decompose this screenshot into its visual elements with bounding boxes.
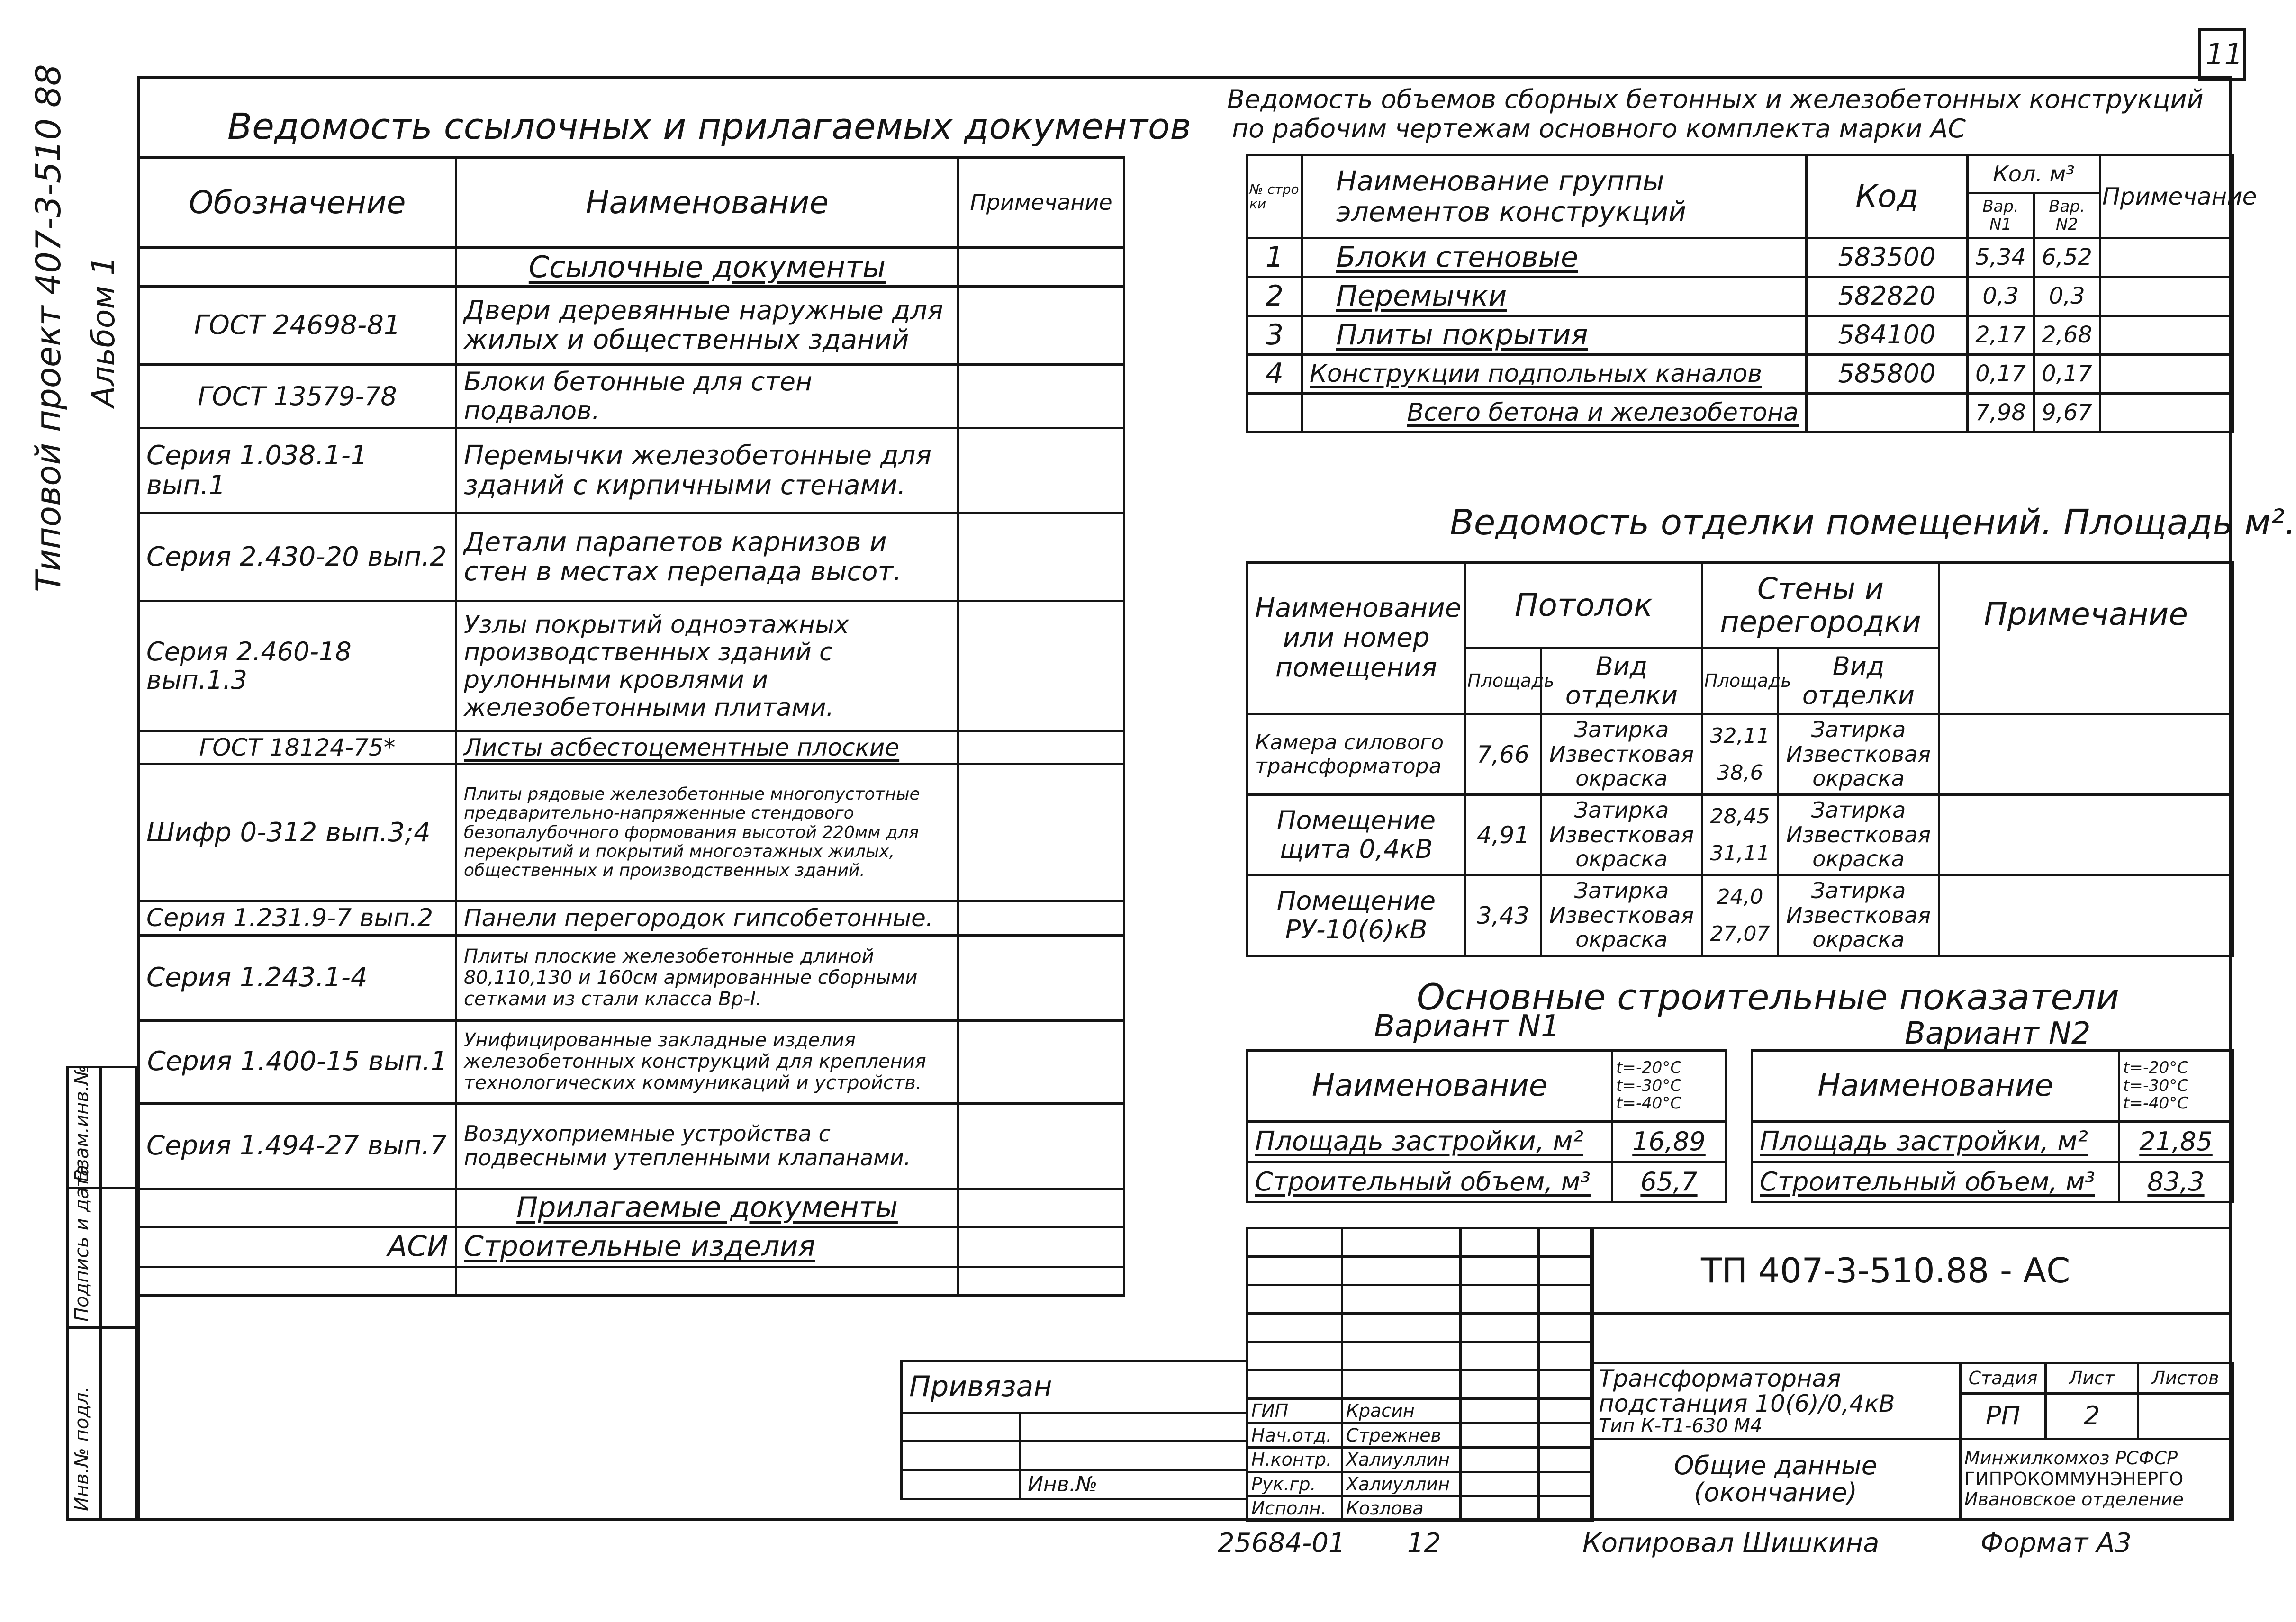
ref-header-name: Наименование [456, 158, 958, 248]
bound-block [900, 1360, 1248, 1500]
table-row: Строительный объем, м³ 83,3 [1752, 1162, 2233, 1202]
vol-total-v1: 7,98 [1968, 394, 2034, 433]
inv-label: Инв.№ [1020, 1470, 1247, 1499]
volumes-title-line1: Ведомость объемов сборных бетонных и железобетонных конструкций [1227, 84, 2204, 114]
table-row: 2 Перемычки 582820 0,3 0,3 [1247, 277, 2233, 316]
table-row: ГОСТ 18124-75* Листы асбестоцементные плоские [139, 731, 1124, 764]
indicators-variant2: Вариант N2 [1905, 1016, 2091, 1051]
stamp-label-inv: Инв.№ подл. [71, 1386, 93, 1511]
titleblock-code: ТП 407-3-510.88 - АС [1701, 1251, 2070, 1290]
sheet-name-line2: (окончание) [1694, 1477, 1857, 1507]
footer-format: Формат А3 [1980, 1528, 2132, 1559]
fin-header-c-area: Площадь [1465, 648, 1541, 714]
table-row: Площадь застройки, м² 16,89 [1247, 1122, 1726, 1162]
org-line2: ГИПРОКОММУНЭНЕРГО [1964, 1468, 2184, 1489]
fin-header-w-kind: Вид отделки [1778, 648, 1939, 714]
sheet-number: 11 [2206, 37, 2243, 72]
sheet-label: Лист [2046, 1363, 2138, 1394]
vol-header-group: Наименование группы элементов конструкций [1302, 155, 1807, 238]
table-row: Шифр 0-312 вып.3;4 Плиты рядовые железобетонные многопустотные предварительно-напряженные стендового безопалубочного формования высотой 220мм для перекрытий и покрытий многоэтажных жилых, общественных и производственных зданий. [139, 764, 1124, 901]
side-title-album: Альбом 1 [85, 255, 122, 407]
footer-page: 12 [1407, 1528, 1441, 1559]
table-row: Площадь застройки, м² 21,85 [1752, 1122, 2233, 1162]
vol-total-label: Всего бетона и железобетона [1302, 394, 1807, 433]
side-title-project: Типовой проект 407-3-510 88 [28, 64, 68, 592]
references-title: Ведомость ссылочных и прилагаемых документов [227, 105, 1192, 147]
table-row: 4 Конструкции подпольных каналов 585800 0,17 0,17 [1247, 355, 2233, 394]
table-row: Серия 2.460-18 вып.1.3 Узлы покрытий одноэтажных производственных зданий с рулонными кровлями и железобетонными плитами. [139, 601, 1124, 731]
vol-header-code: Код [1807, 155, 1968, 238]
ind-v2-temps: t=-20°С t=-30°С t=-40°С [2119, 1051, 2233, 1122]
volumes-title-line2: по рабочим чертежам основного комплекта марки АС [1232, 114, 1966, 144]
fin-header-room: Наименование или номер помещения [1247, 563, 1465, 714]
stage-label: Стадия [1961, 1363, 2046, 1394]
fin-header-w-area: Площадь [1702, 648, 1778, 714]
references-table [137, 156, 1125, 1297]
vol-total-v2: 9,67 [2034, 394, 2100, 433]
ref-section-app: Прилагаемые документы [456, 1189, 958, 1226]
ind-v1-temps: t=-20°С t=-30°С t=-40°С [1612, 1051, 1726, 1122]
indicators-title: Основные строительные показатели [1417, 976, 2120, 1018]
stamp-label-sign: Подпись и дата [71, 1164, 93, 1322]
stage-value: РП [1961, 1394, 2046, 1439]
finishing-table [1246, 561, 2234, 957]
object-line3: Тип К-Т1-630 М4 [1599, 1415, 1763, 1437]
object-line1: Трансформаторная [1599, 1365, 1841, 1392]
signer-row: Нач.отд. Стрежнев [1247, 1423, 1593, 1448]
table-row: ГОСТ 13579-78 Блоки бетонные для стен подвалов. [139, 365, 1124, 428]
table-row: Серия 1.231.9-7 вып.2 Панели перегородок гипсобетонные. [139, 901, 1124, 935]
vol-header-v1: Вар. N1 [1968, 193, 2034, 238]
indicators-variant1: Вариант N1 [1374, 1009, 1560, 1044]
table-row: 1 Блоки стеновые 583500 5,34 6,52 [1247, 238, 2233, 277]
table-row: Серия 1.494-27 вып.7 Воздухоприемные устройства с подвесными утепленными клапанами. [139, 1103, 1124, 1189]
sheet-name-line1: Общие данные [1673, 1450, 1878, 1480]
table-row: 3 Плиты покрытия 584100 2,17 2,68 [1247, 316, 2233, 355]
indicators-v2-table [1751, 1049, 2234, 1203]
table-row: Помещение щита 0,4кВ 4,91 Затирка Известковая окраска 28,45 31,11 Затирка Известковая окраска [1247, 795, 2233, 875]
sheet-value: 2 [2046, 1394, 2138, 1439]
fin-header-ceiling: Потолок [1465, 563, 1702, 648]
table-row: ГОСТ 24698-81 Двери деревянные наружные для жилых и общественных зданий [139, 287, 1124, 365]
fin-header-note: Примечание [1939, 563, 2233, 714]
table-row [1247, 394, 2233, 433]
sheets-label: Листов [2138, 1363, 2233, 1394]
table-row: Серия 1.243.1-4 Плиты плоские железобетонные длиной 80,110,130 и 160см армированные сборными сетками из стали класса Вр-I. [139, 935, 1124, 1020]
table-row: Серия 1.038.1-1 вып.1 Перемычки железобетонные для зданий с кирпичными стенами. [139, 428, 1124, 514]
indicators-v1-table [1246, 1049, 1727, 1203]
ref-header-designation: Обозначение [139, 158, 456, 248]
volumes-table [1246, 154, 2257, 433]
fin-header-c-kind: Вид отделки [1541, 648, 1702, 714]
org-line1: Минжилкомхоз РСФСР [1964, 1447, 2178, 1469]
signer-row: Рук.гр. Халиуллин [1247, 1472, 1593, 1496]
fin-header-walls: Стены и перегородки [1702, 563, 1939, 648]
table-row: Серия 1.400-15 вып.1 Унифицированные закладные изделия железобетонных конструкций для крепления технологических коммуникаций и устройств. [139, 1020, 1124, 1103]
footer-doc-number: 25684-01 [1218, 1528, 1346, 1559]
table-row: Помещение РУ-10(6)кВ 3,43 Затирка Известковая окраска 24,0 27,07 Затирка Известковая окраска [1247, 875, 2233, 956]
vol-header-v2: Вар. N2 [2034, 193, 2100, 238]
table-row: Камера силового трансформатора 7,66 Затирка Известковая окраска 32,11 38,6 Затирка Известковая окраска [1247, 714, 2233, 795]
titleblock-right [1590, 1362, 2234, 1521]
vol-header-qty: Кол. м³ [1968, 155, 2100, 193]
ind-v1-header: Наименование [1247, 1051, 1612, 1122]
footer-copied: Копировал Шишкина [1582, 1528, 1880, 1559]
ref-header-note: Примечание [958, 158, 1124, 248]
stamp-label-replace: Взам.инв.№ [71, 1065, 93, 1182]
org-line3: Ивановское отделение [1964, 1489, 2184, 1510]
ref-section-ref: Ссылочные документы [456, 248, 958, 287]
ind-v2-header: Наименование [1752, 1051, 2119, 1122]
titleblock-blank-box [1590, 1312, 2232, 1364]
signer-row: Н.контр. Халиуллин [1247, 1448, 1593, 1472]
finishing-title: Ведомость отделки помещений. Площадь м². [1450, 502, 2296, 543]
object-line2: подстанция 10(6)/0,4кВ [1599, 1389, 1895, 1417]
bound-label: Привязан [902, 1361, 1247, 1413]
table-row: Серия 2.430-20 вып.2 Детали парапетов карнизов и стен в местах перепада высот. [139, 514, 1124, 601]
signer-row: ГИП Красин [1247, 1399, 1593, 1424]
titleblock-left [1246, 1227, 1594, 1522]
table-row: Строительный объем, м³ 65,7 [1247, 1162, 1726, 1202]
vol-header-note: Примечание [2100, 155, 2233, 238]
table-row: АСИ Строительные изделия [139, 1226, 1124, 1267]
signer-row: Исполн. Козлова [1247, 1496, 1593, 1521]
vol-header-no: № стро ки [1247, 155, 1302, 238]
